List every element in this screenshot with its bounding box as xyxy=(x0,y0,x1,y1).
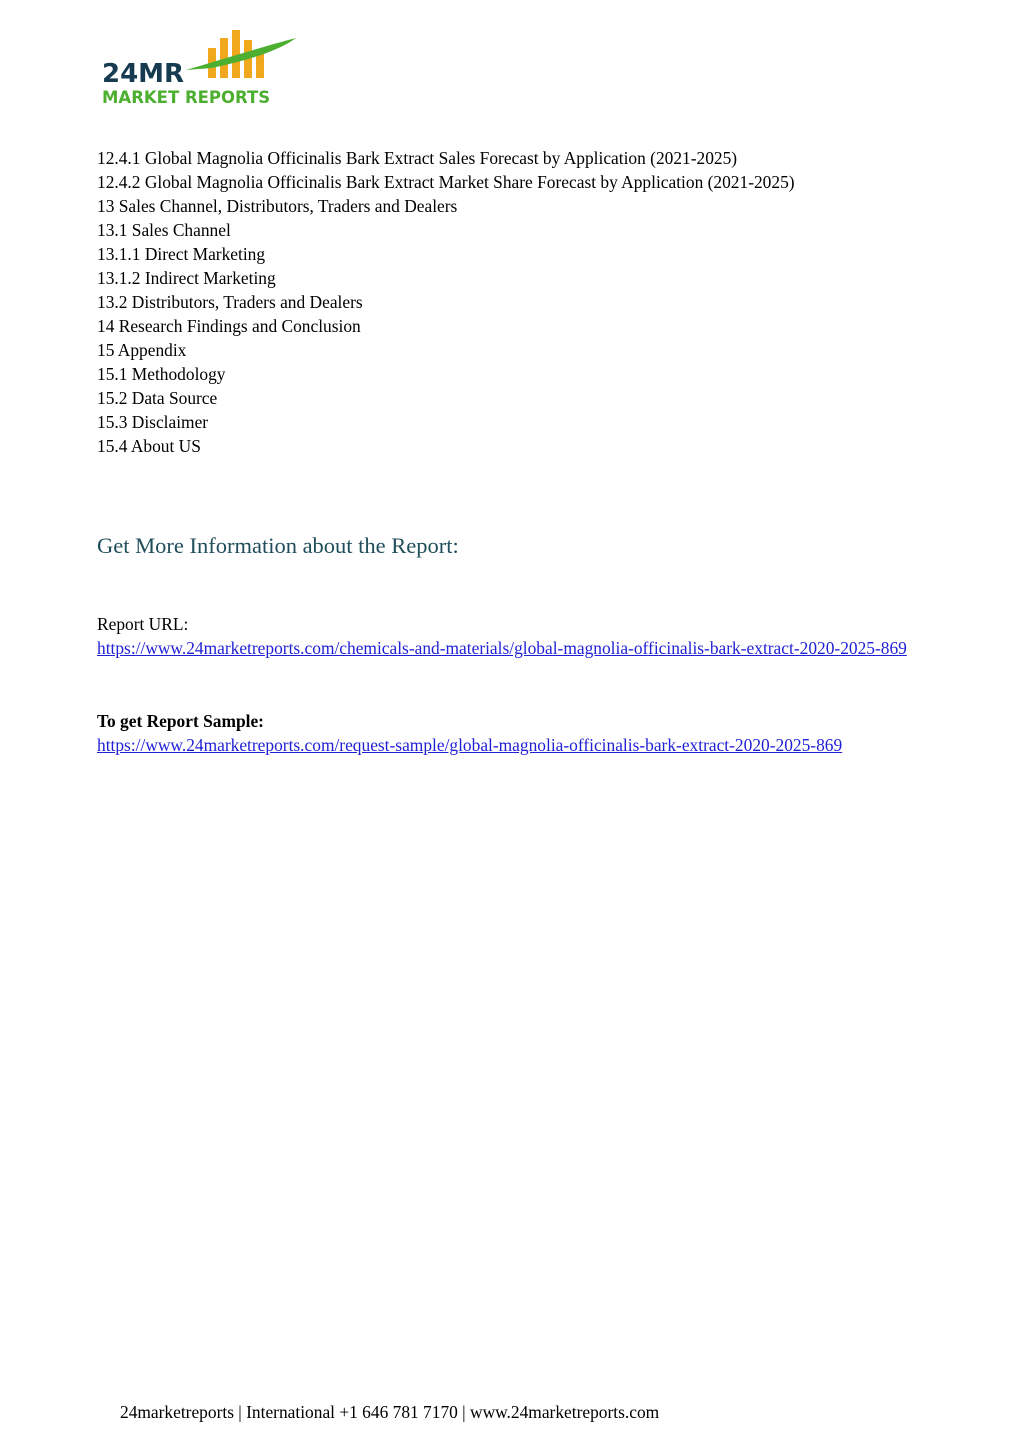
toc-item: 15.4 About US xyxy=(97,436,201,456)
table-of-contents xyxy=(97,146,957,458)
report-sample-label: To get Report Sample: xyxy=(97,711,264,731)
toc-item: 13.1.2 Indirect Marketing xyxy=(97,268,276,288)
logo-secondary-text: MARKET REPORTS xyxy=(102,88,271,107)
logo-primary-text: 24MR xyxy=(102,59,185,89)
logo-swoosh xyxy=(186,38,296,70)
logo-bar-3 xyxy=(232,30,240,78)
toc-item: 13.2 Distributors, Traders and Dealers xyxy=(97,292,363,312)
toc-item: 15.2 Data Source xyxy=(97,388,218,408)
toc-item: 12.4.1 Global Magnolia Officinalis Bark Extract Sales Forecast by Application (2021-2025) xyxy=(97,148,738,168)
more-info-heading: Get More Information about the Report: xyxy=(97,533,459,558)
toc-item: 15 Appendix xyxy=(97,340,187,360)
report-url-label: Report URL: xyxy=(97,614,189,634)
toc-item: 15.3 Disclaimer xyxy=(97,412,209,432)
toc-item: 13.1.1 Direct Marketing xyxy=(97,244,266,264)
toc-item: 14 Research Findings and Conclusion xyxy=(97,316,361,336)
toc-item: 12.4.2 Global Magnolia Officinalis Bark Extract Market Share Forecast by Application (2021-2025) xyxy=(97,172,795,192)
toc-item: 13 Sales Channel, Distributors, Traders and Dealers xyxy=(97,196,458,216)
report-sample-link[interactable]: https://www.24marketreports.com/request-sample/global-magnolia-officinalis-bark-extract-2020-2025-869 xyxy=(97,735,843,755)
toc-item: 15.1 Methodology xyxy=(97,364,226,384)
company-logo xyxy=(100,26,310,110)
page-footer: 24marketreports | International +1 646 781 7170 | www.24marketreports.com xyxy=(120,1402,660,1422)
report-url-link[interactable]: https://www.24marketreports.com/chemicals-and-materials/global-magnolia-officinalis-bark-extract-2020-2025-869 xyxy=(97,638,907,658)
report-url-section xyxy=(97,612,927,660)
toc-item: 13.1 Sales Channel xyxy=(97,220,231,240)
report-sample-section xyxy=(97,709,927,757)
logo-graphic xyxy=(100,26,310,110)
